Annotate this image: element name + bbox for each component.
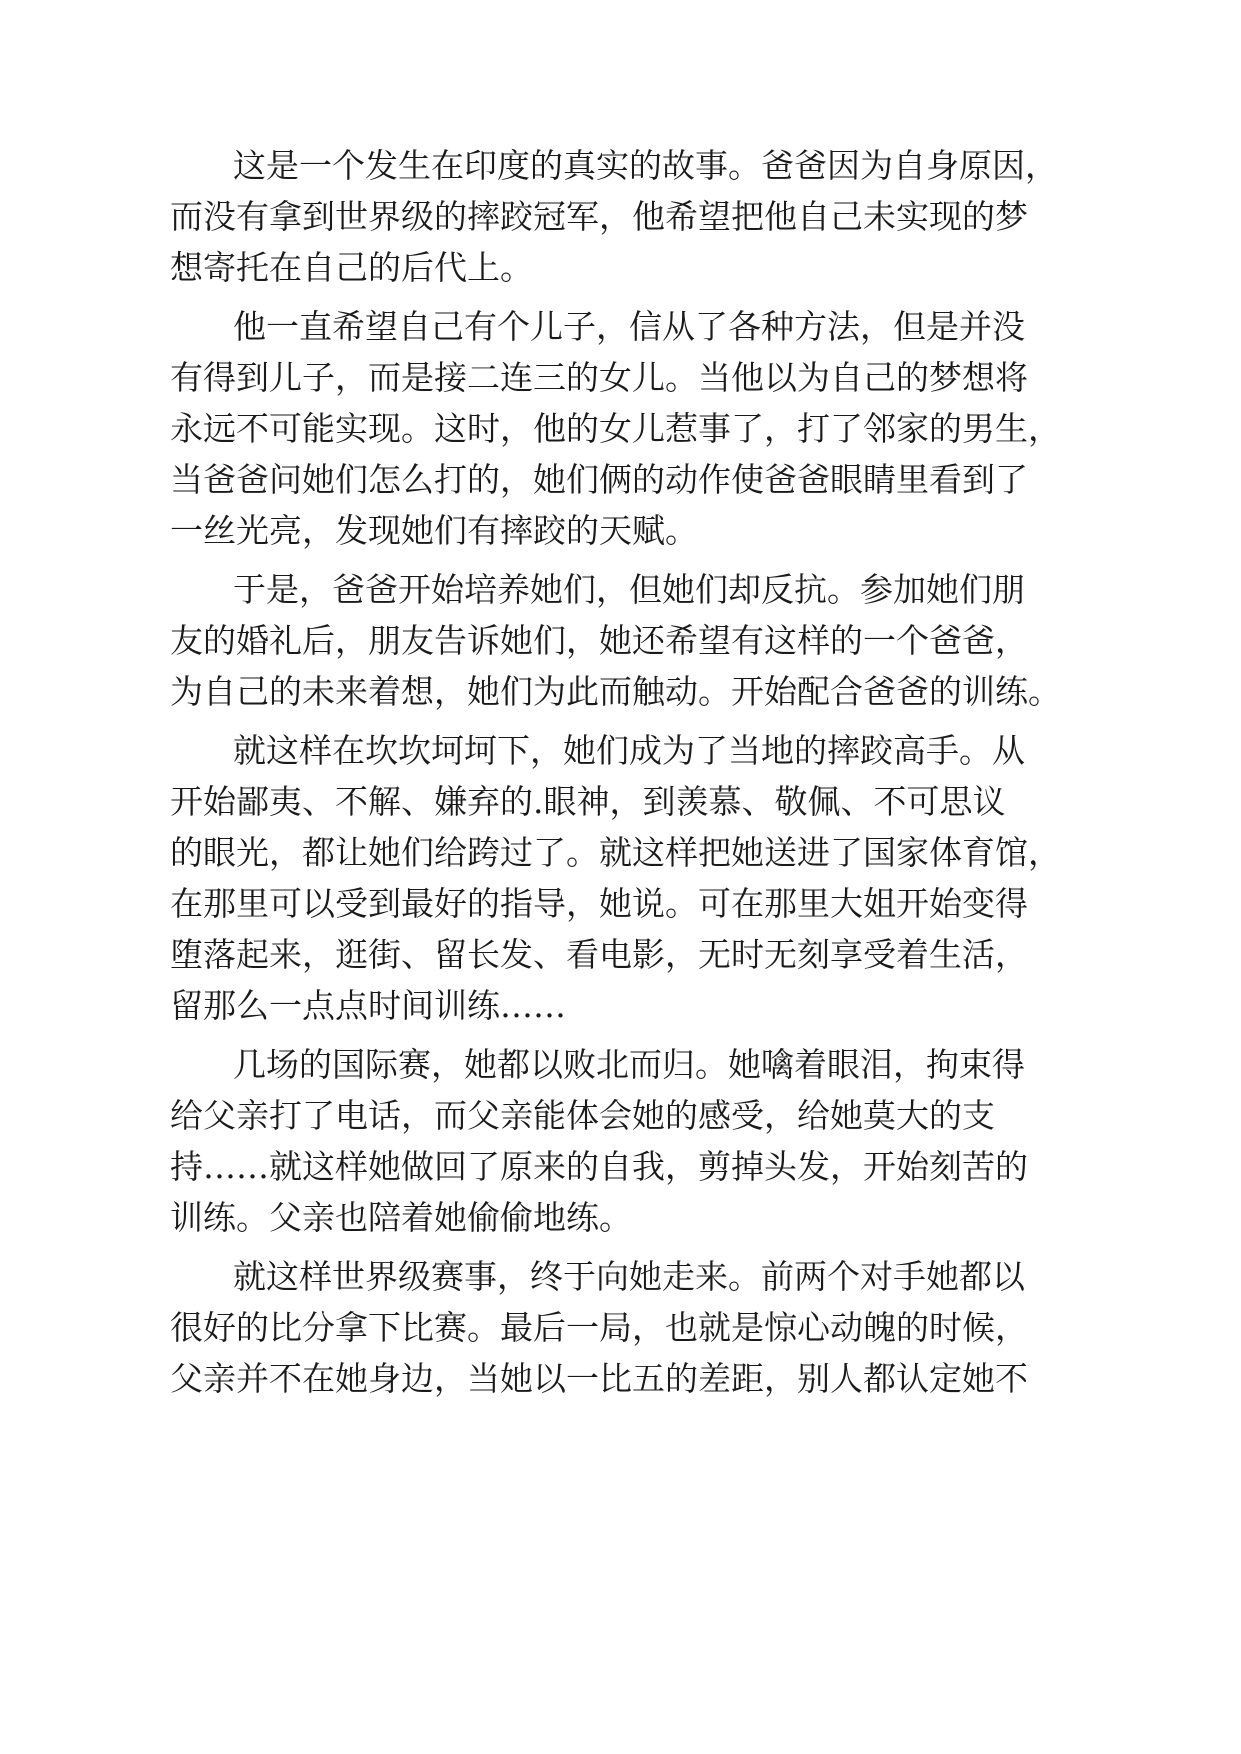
paragraph-5-line-2: 给父亲打了电话，而父亲能体会她的感受，给她莫大的支 (170, 1096, 995, 1135)
paragraph-2-line-2: 有得到儿子，而是接二连三的女儿。当他以为自己的梦想将 (170, 358, 1028, 397)
paragraph-3-line-2: 友的婚礼后，朋友告诉她们，她还希望有这样的一个爸爸， (170, 621, 1028, 660)
paragraph-5-line-1: 几场的国际赛，她都以败北而归。她噙着眼泪，拘束得 (233, 1045, 1025, 1084)
paragraph-4-line-2: 开始鄙夷、不解、嫌弃的.眼神，到羡慕、敬佩、不可思议 (170, 782, 1006, 821)
paragraph-6-line-2: 很好的比分拿下比赛。最后一局，也就是惊心动魄的时候， (170, 1308, 1028, 1347)
paragraph-2-line-1: 他一直希望自己有个儿子，信从了各种方法，但是并没 (233, 307, 1025, 346)
paragraph-5-line-3: 持……就这样她做回了原来的自我，剪掉头发，开始刻苦的 (170, 1147, 1028, 1186)
paragraph-2-line-5: 一丝光亮，发现她们有摔跤的天赋。 (170, 511, 698, 550)
paragraph-6-line-3: 父亲并不在她身边，当她以一比五的差距，别人都认定她不 (170, 1359, 1028, 1398)
paragraph-4-line-1: 就这样在坎坎坷坷下，她们成为了当地的摔跤高手。从 (233, 731, 1025, 770)
paragraph-5-line-4: 训练。父亲也陪着她偷偷地练。 (170, 1198, 632, 1237)
paragraph-4-line-5: 堕落起来，逛街、留长发、看电影，无时无刻享受着生活， (170, 935, 1028, 974)
paragraph-2-line-3: 永远不可能实现。这时，他的女儿惹事了，打了邻家的男生， (170, 409, 1061, 448)
paragraph-3-line-3: 为自己的未来着想，她们为此而触动。开始配合爸爸的训练。 (170, 672, 1061, 711)
paragraph-4-line-6: 留那么一点点时间训练…… (170, 986, 566, 1025)
paragraph-6-line-1: 就这样世界级赛事，终于向她走来。前两个对手她都以 (233, 1257, 1025, 1296)
paragraph-1-line-1: 这是一个发生在印度的真实的故事。爸爸因为自身原因， (233, 146, 1058, 185)
paragraph-4-line-4: 在那里可以受到最好的指导，她说。可在那里大姐开始变得 (170, 884, 1028, 923)
paragraph-1-line-3: 想寄托在自己的后代上。 (170, 248, 533, 287)
paragraph-2-line-4: 当爸爸问她们怎么打的，她们俩的动作使爸爸眼睛里看到了 (170, 460, 1028, 499)
paragraph-3-line-1: 于是，爸爸开始培养她们，但她们却反抗。参加她们朋 (233, 570, 1025, 609)
paragraph-1-line-2: 而没有拿到世界级的摔跤冠军，他希望把他自己未实现的梦 (170, 197, 1028, 236)
paragraph-4-line-3: 的眼光，都让她们给跨过了。就这样把她送进了国家体育馆， (170, 833, 1061, 872)
